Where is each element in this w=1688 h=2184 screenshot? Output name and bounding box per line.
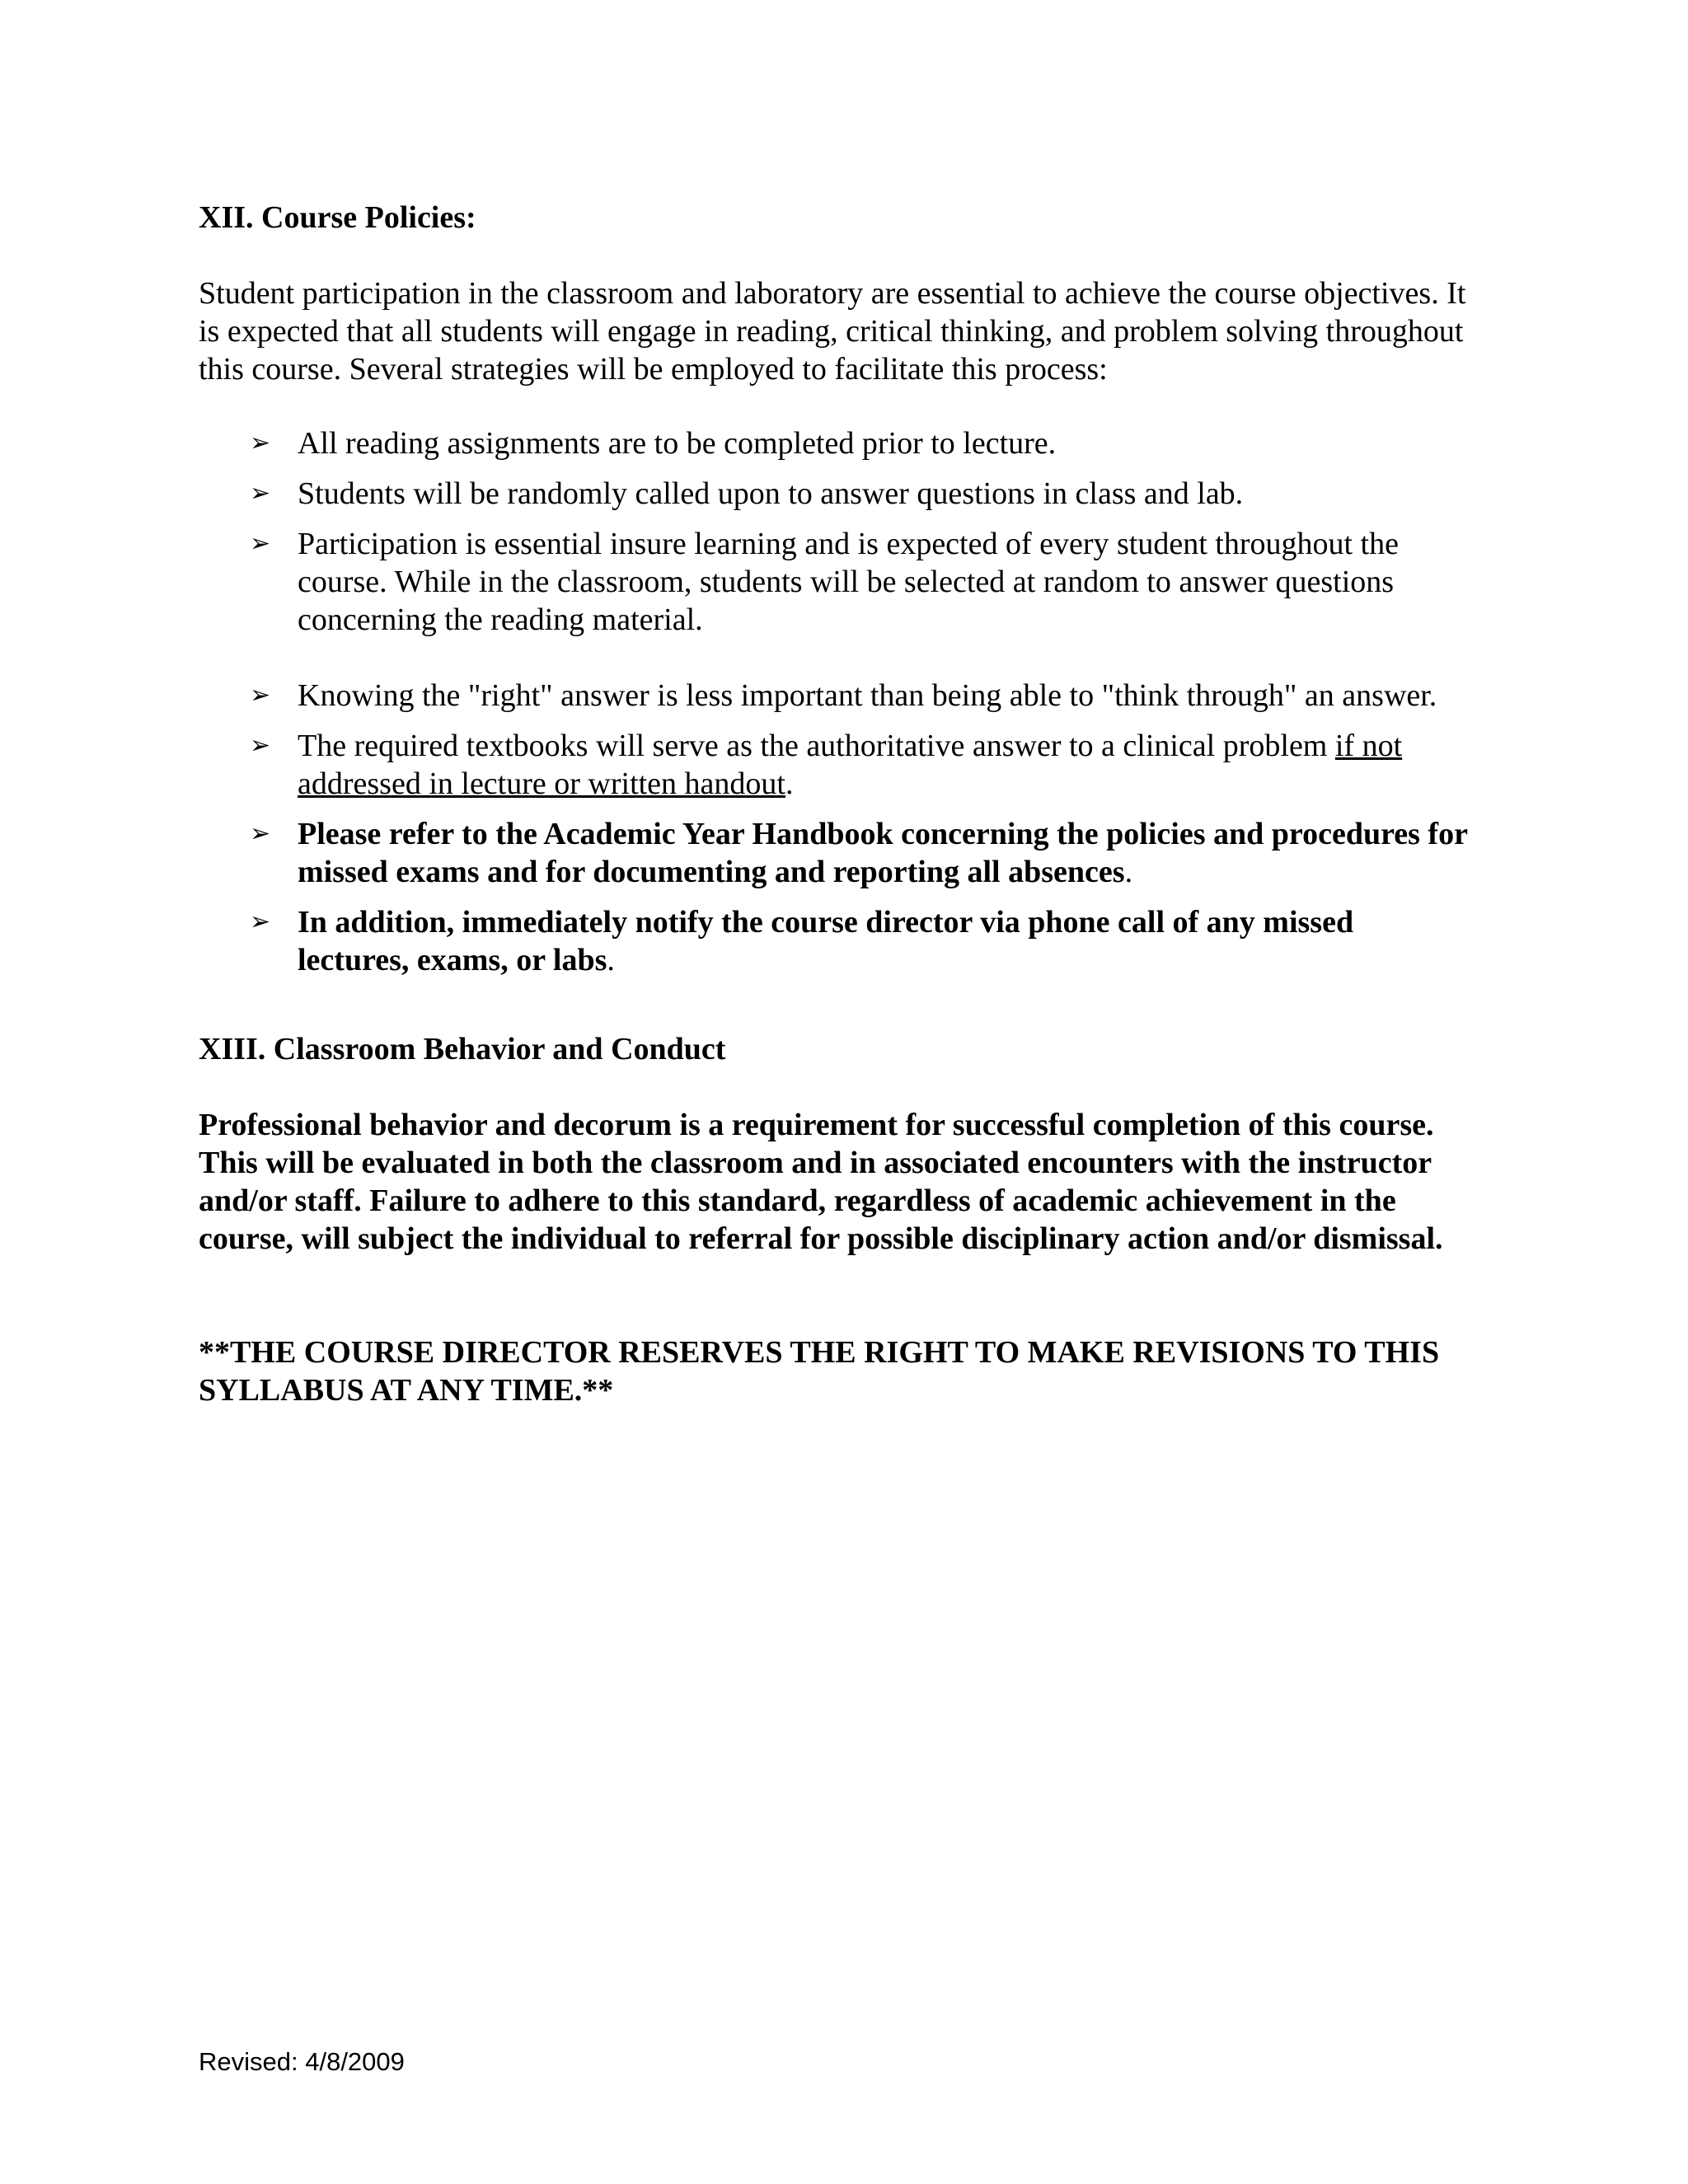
arrow-bullet-icon: ➢ <box>250 731 271 760</box>
policy-bullet-think-through <box>199 677 1468 715</box>
arrow-bullet-icon: ➢ <box>250 429 271 457</box>
arrow-bullet-icon: ➢ <box>250 479 271 508</box>
arrow-bullet-icon: ➢ <box>250 681 271 710</box>
policy-bullet-handbook <box>199 815 1468 891</box>
arrow-bullet-icon: ➢ <box>250 819 271 848</box>
bullet-text: Participation is essential insure learning and is expected of every student throughout the course. While in the classroom, students will be selected at random to answer questions concerning the reading material. <box>298 527 1399 637</box>
bullet-underlined-text: if not addressed in lecture or written handout <box>298 729 1403 801</box>
bullet-text-end: . <box>785 766 794 801</box>
policy-bullet-textbooks <box>199 727 1468 803</box>
section-13-body: Professional behavior and decorum is a requirement for successful completion of this course. This will be evaluated in both the classroom and in associated encounters with the instructor and/or staff. Failure to adhere to this standard, regardless of academic achievement in the course, will subject the individual to referral for possible disciplinary action and/or dismissal. <box>199 1108 1443 1256</box>
policy-bullet-notify-director <box>199 903 1468 979</box>
policy-bullet-reading <box>199 424 1468 462</box>
bullet-bold-text: Please refer to the Academic Year Handbook concerning the policies and procedures for missed exams and for documenting and reporting all absences <box>298 817 1468 889</box>
bullet-text: The required textbooks will serve as the authoritative answer to a clinical problem <box>298 729 1335 763</box>
policy-bullet-participation <box>199 525 1468 639</box>
revision-notice: **THE COURSE DIRECTOR RESERVES THE RIGHT TO MAKE REVISIONS TO THIS SYLLABUS AT ANY TIME.** <box>199 1335 1440 1408</box>
bullet-text: All reading assignments are to be completed prior to lecture. <box>298 426 1057 461</box>
bullet-text-end: . <box>1124 855 1133 889</box>
arrow-bullet-icon: ➢ <box>250 907 271 936</box>
revised-date-footer: Revised: 4/8/2009 <box>199 2047 405 2076</box>
policy-bullet-list <box>199 424 1468 979</box>
section-13-heading: XIII. Classroom Behavior and Conduct <box>199 1032 726 1066</box>
policy-bullet-random-call <box>199 475 1468 513</box>
bullet-bold-text: In addition, immediately notify the course director via phone call of any missed lectures, exams, or labs <box>298 905 1354 977</box>
section-12-intro: Student participation in the classroom and laboratory are essential to achieve the course objectives. It is expected that all students will engage in reading, critical thinking, and problem solving throughout this course. Several strategies will be employed to facilitate this process: <box>199 276 1466 387</box>
bullet-text: Knowing the "right" answer is less important than being able to "think through" an answer. <box>298 678 1437 713</box>
page-content <box>199 199 1468 1409</box>
bullet-text-end: . <box>607 943 615 977</box>
bullet-text: Students will be randomly called upon to answer questions in class and lab. <box>298 476 1244 511</box>
arrow-bullet-icon: ➢ <box>250 529 271 558</box>
section-12-heading: XII. Course Policies: <box>199 200 476 235</box>
